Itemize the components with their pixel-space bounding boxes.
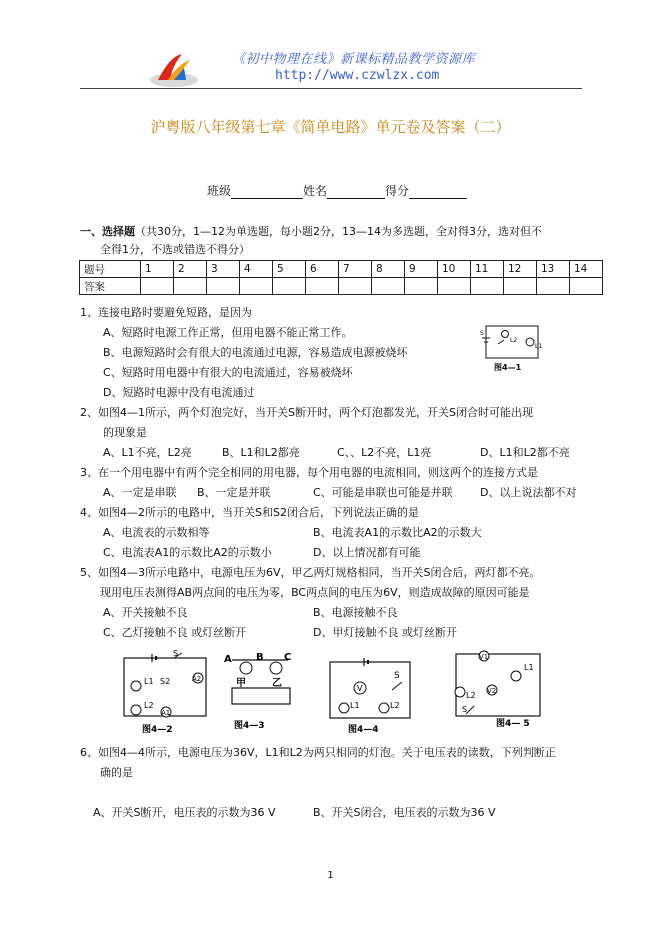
q4-option-a[interactable]: A、电流表的示数相等	[103, 526, 210, 539]
table-cell: 1	[141, 261, 174, 278]
answer-cell[interactable]	[570, 278, 603, 295]
fig2-a2-label: A2	[192, 675, 202, 683]
q6-stem-cont: 确的是	[100, 766, 133, 779]
answer-cell[interactable]	[306, 278, 339, 295]
table-cell: 6	[306, 261, 339, 278]
answer-cell[interactable]	[372, 278, 405, 295]
figure-4-4	[322, 652, 418, 738]
answer-cell[interactable]	[504, 278, 537, 295]
q2-stem: 2、如图4—1所示，两个灯泡完好，当开关S断开时，两个灯泡都发光，开关S闭合时可能出现	[80, 406, 533, 419]
answer-cell[interactable]	[174, 278, 207, 295]
fig5-l2-label: L2	[466, 691, 476, 700]
q3-option-a[interactable]: A、一定是串联	[103, 486, 177, 499]
fig1-s-label: S	[480, 330, 484, 337]
figure-4-2	[118, 650, 210, 736]
q4-stem: 4、如图4—2所示的电路中，当开关S和S2闭合后，下列说法正确的是	[80, 506, 419, 519]
q3-stem: 3、在一个用电器中有两个完全相同的用电器，每个用电器的电流相同，则这两个的连接方式是	[80, 466, 538, 479]
table-cell: 3	[207, 261, 240, 278]
fig2-s2-label: S2	[160, 677, 171, 686]
q2-stem-cont: 的现象是	[103, 426, 147, 439]
table-cell: 7	[339, 261, 372, 278]
answer-cell[interactable]	[207, 278, 240, 295]
q5-option-c[interactable]: C、乙灯接触不良 或灯丝断开	[103, 626, 247, 639]
q5-option-b[interactable]: B、电源接触不良	[313, 606, 398, 619]
table-cell: 8	[372, 261, 405, 278]
fig4-v-label: V	[357, 684, 363, 693]
table-row-numbers	[80, 261, 603, 278]
fig1-caption: 图4—1	[494, 363, 522, 372]
q4-option-d[interactable]: D、以上情况都有可能	[313, 546, 421, 559]
answer-cell[interactable]	[405, 278, 438, 295]
q1-option-c[interactable]: C、短路时用电器中有很大的电流通过，容易被烧坏	[103, 366, 353, 379]
fig5-caption: 图4— 5	[496, 719, 530, 729]
fig4-s-label: S	[394, 671, 400, 681]
q4-option-b[interactable]: B、电流表A1的示数比A2的示数大	[313, 526, 482, 539]
site-logo	[148, 50, 200, 88]
answer-cell[interactable]	[537, 278, 570, 295]
fig2-s-label: S	[173, 650, 179, 658]
fig1-l1-label: L1	[535, 343, 543, 350]
document-title: 沪粤版八年级第七章《简单电路》单元卷及答案（二）	[150, 118, 511, 136]
q5-stem: 5、如图4—3所示电路中，电源电压为6V，甲乙两灯规格相同，当开关S闭合后，两灯都不亮。	[80, 566, 541, 579]
answer-cell[interactable]	[141, 278, 174, 295]
figure-4-5	[444, 646, 554, 736]
table-header-answer: 答案	[80, 278, 141, 295]
table-cell: 13	[537, 261, 570, 278]
class-blank[interactable]	[231, 186, 303, 199]
banner-url[interactable]: http://www.czwlzx.com	[275, 68, 440, 83]
q5-stem-cont: 现用电压表测得AB两点间的电压为零，BC两点间的电压为6V，则造成故障的原因可能是	[100, 586, 530, 599]
q2-option-a[interactable]: A、L1不亮，L2亮	[103, 446, 192, 459]
score-blank[interactable]	[409, 186, 467, 199]
figure-4-1	[478, 322, 544, 376]
q3-option-b[interactable]: B、一定是并联	[197, 486, 271, 499]
answer-cell[interactable]	[240, 278, 273, 295]
section1-instructions-cont: 全得1分，不选或错选不得分）	[100, 243, 250, 256]
table-header-number: 题号	[80, 261, 141, 278]
q1-stem: 1、连接电路时要避免短路，是因为	[80, 306, 252, 319]
fig3-c-label: C	[284, 652, 292, 663]
q1-option-b[interactable]: B、电源短路时会有很大的电流通过电源，容易造成电源被烧坏	[103, 346, 408, 359]
fig4-l1-label: L1	[350, 701, 360, 710]
name-label: 姓名	[303, 184, 328, 198]
fig5-v2-label: V2	[487, 687, 497, 695]
q6-option-a[interactable]: A、开关S断开，电压表的示数为36 V	[93, 806, 276, 819]
fig3-yi-label: 乙	[272, 678, 282, 689]
answer-cell[interactable]	[471, 278, 504, 295]
answer-cell[interactable]	[273, 278, 306, 295]
fig5-v1-label: V1	[479, 653, 489, 661]
fig1-l2-label: L2	[510, 337, 518, 344]
q5-option-d[interactable]: D、甲灯接触不良 或灯丝断开	[313, 626, 457, 639]
class-label: 班级	[207, 184, 232, 198]
answer-cell[interactable]	[438, 278, 471, 295]
student-info	[207, 182, 467, 199]
q4-option-c[interactable]: C、电流表A1的示数比A2的示数小	[103, 546, 272, 559]
fig4-caption: 图4—4	[348, 725, 379, 735]
fig2-a1-label: A1	[161, 709, 171, 717]
section1-instructions: 一、选择题（共30分，1—12为单选题，每小题2分，13—14为多选题，全对得3分，选对但不	[80, 225, 542, 238]
answer-cell[interactable]	[339, 278, 372, 295]
table-cell: 10	[438, 261, 471, 278]
section1-heading: 一、选择题	[80, 225, 135, 238]
fig3-jia-label: 甲	[236, 678, 246, 689]
q3-option-d[interactable]: D、以上说法都不对	[480, 486, 577, 499]
fig5-s-label: S	[462, 705, 468, 714]
name-blank[interactable]	[327, 186, 385, 199]
fig5-l1-label: L1	[524, 663, 534, 672]
fig2-caption: 图4—2	[142, 725, 173, 735]
banner-title: 《初中物理在线》新课标精品教学资源库	[232, 52, 476, 67]
table-cell: 9	[405, 261, 438, 278]
q1-option-a[interactable]: A、短路时电源工作正常，但用电器不能正常工作。	[103, 326, 353, 339]
fig3-b-label: B	[256, 652, 264, 663]
table-row-answers	[80, 278, 603, 295]
table-cell: 5	[273, 261, 306, 278]
table-cell: 11	[471, 261, 504, 278]
q1-option-d[interactable]: D、短路时电源中没有电流通过	[103, 386, 255, 399]
table-cell: 4	[240, 261, 273, 278]
table-cell: 14	[570, 261, 603, 278]
figure-4-3	[222, 648, 302, 734]
fig2-l1-label: L1	[144, 677, 154, 686]
q2-option-b[interactable]: B、L1和L2都亮	[222, 446, 300, 459]
q5-option-a[interactable]: A、开关接触不良	[103, 606, 188, 619]
fig4-l2-label: L2	[390, 701, 400, 710]
q2-option-d[interactable]: D、L1和L2都不亮	[480, 446, 570, 459]
q2-option-c[interactable]: C、、L2不亮，L1亮	[337, 446, 432, 459]
q3-option-c[interactable]: C、可能是串联也可能是并联	[313, 486, 453, 499]
fig2-l2-label: L2	[144, 701, 154, 710]
q6-option-b[interactable]: B、开关S闭合，电压表的示数为36 V	[313, 806, 496, 819]
fig3-a-label: A	[224, 654, 232, 665]
q6-stem: 6、如图4—4所示，电源电压为36V，L1和L2为两只相同的灯泡。关于电压表的读数，下列判断正	[80, 746, 556, 759]
header-divider	[80, 88, 582, 89]
page-number: 1	[327, 870, 334, 881]
score-label: 得分	[385, 184, 410, 198]
answer-table	[79, 260, 603, 295]
fig3-caption: 图4—3	[234, 721, 265, 731]
table-cell: 2	[174, 261, 207, 278]
table-cell: 12	[504, 261, 537, 278]
